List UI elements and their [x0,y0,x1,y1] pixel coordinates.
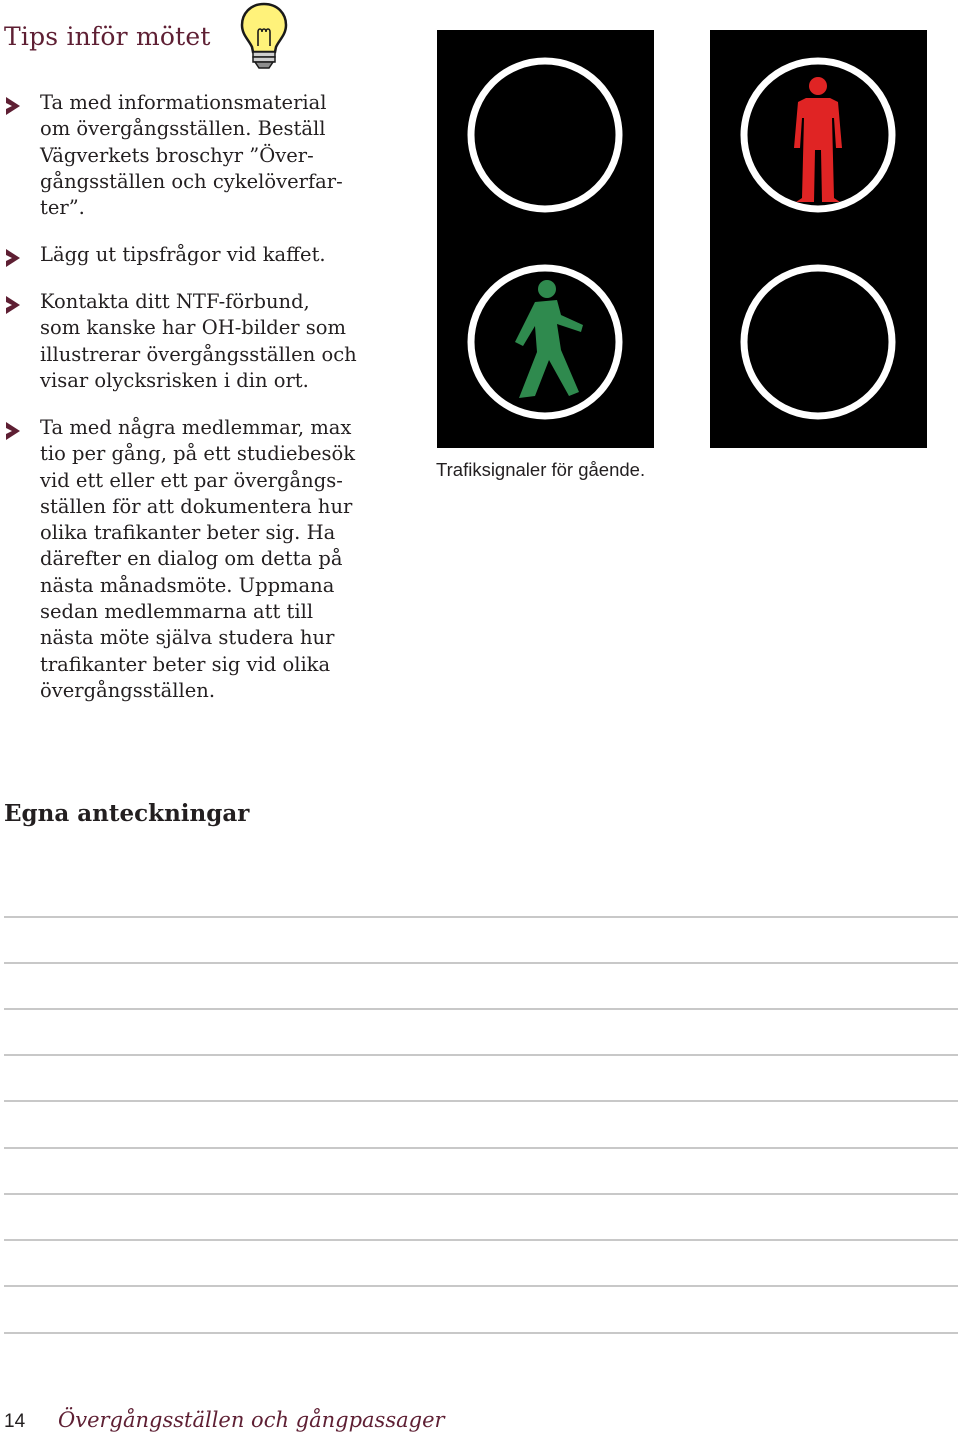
note-line [4,1147,958,1149]
note-line [4,962,958,964]
note-line [4,1285,958,1287]
note-line [4,1239,958,1241]
page-number: 14 [4,1411,26,1432]
chevron-right-icon [4,96,22,116]
note-line [4,1332,958,1334]
note-line [4,1008,958,1010]
note-line [4,1100,958,1102]
chevron-right-icon [4,248,22,268]
chevron-right-icon [4,421,22,441]
figure-caption: Trafiksignaler för gående. [436,459,646,480]
lightbulb-icon [236,0,292,72]
signal-panel-stop [710,30,927,448]
chevron-right-icon [4,295,22,315]
notes-heading: Egna anteckningar [4,800,250,827]
note-line [4,916,958,918]
page-heading: Tips inför mötet [4,22,211,51]
footer-title: Övergångsställen och gångpassager [58,1408,445,1432]
pedestrian-signals-figure [437,30,927,448]
note-line [4,1193,958,1195]
signal-panel-go [437,30,654,448]
tip-text: Ta med informationsmaterial om övergångsställen. Beställ Vägverkets broschyr ”Över- gångsställen och cykelöverfar- ter”. [40,91,343,220]
tip-text: Lägg ut tipsfrågor vid kaffet. [40,243,326,266]
tip-text: Kontakta ditt NTF-förbund, som kanske har OH-bilder som illustrerar övergångsställen och visar olycksrisken i din ort. [40,290,357,392]
note-line [4,1054,958,1056]
tip-text: Ta med några medlemmar, max tio per gång, på ett studiebesök vid ett eller ett par övergångs- ställen för att dokumentera hur olika trafikanter beter sig. Ha därefter en dialog om detta på nästa månadsmöte. Uppmana sedan medlemmarna att till nästa möte själva studera hur trafikanter beter sig vid olika övergångsställen. [40,416,356,702]
